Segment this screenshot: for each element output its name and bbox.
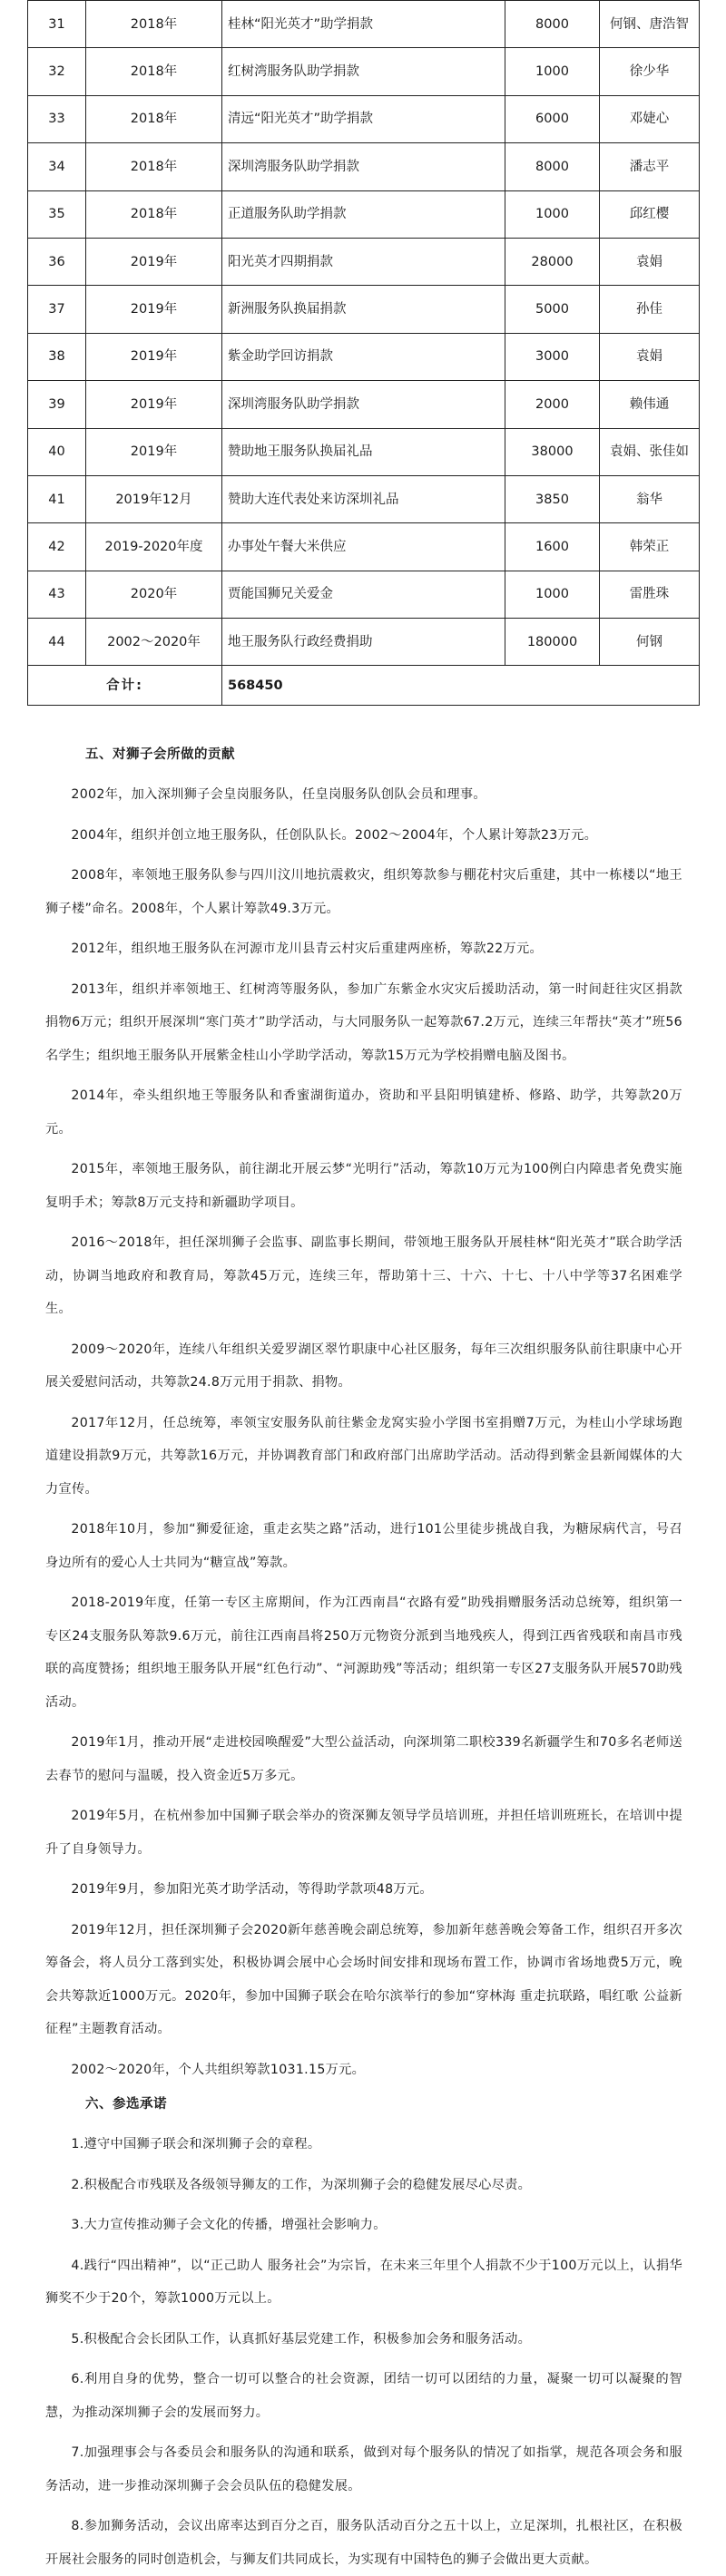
row-amount: 2000	[505, 381, 600, 428]
row-amount: 6000	[505, 95, 600, 142]
row-person: 何钢	[600, 619, 700, 666]
row-person: 袁娟	[600, 333, 700, 380]
row-number: 32	[28, 48, 86, 95]
row-year: 2019年12月	[86, 475, 222, 522]
row-item: 深圳湾服务队助学捐款	[222, 143, 505, 190]
table-row	[28, 619, 700, 666]
row-number: 43	[28, 571, 86, 618]
row-amount: 3850	[505, 475, 600, 522]
row-person: 雷胜珠	[600, 571, 700, 618]
paragraph: 8.参加狮务活动，会议出席率达到百分之百，服务队活动百分之五十以上，立足深圳，扎根社区，在积极开展社会服务的同时创造机会，与狮友们共同成长，为实现有中国特色的狮子会做出更大贡献。	[45, 2519, 682, 2567]
table-row	[28, 286, 700, 333]
row-year: 2019年	[86, 333, 222, 380]
row-number: 36	[28, 238, 86, 285]
paragraph: 5.积极配合会长团队工作，认真抓好基层党建工作，积极参加会务和服务活动。	[71, 2331, 532, 2347]
document-body	[27, 744, 699, 2576]
row-amount: 1000	[505, 571, 600, 618]
row-item: 阳光英才四期捐款	[222, 238, 505, 285]
row-item: 赞助地王服务队换届礼品	[222, 428, 505, 475]
row-number: 35	[28, 190, 86, 238]
row-year: 2019-2020年度	[86, 523, 222, 571]
row-year: 2020年	[86, 571, 222, 618]
row-person: 徐少华	[600, 48, 700, 95]
row-amount: 8000	[505, 143, 600, 190]
paragraph: 2015年，率领地王服务队，前往湖北开展云梦“光明行”活动，筹款10万元为100例白内障患者免费实施复明手术；筹款8万元支持和新疆助学项目。	[45, 1162, 682, 1210]
section-heading-contributions: 五、对狮子会所做的贡献	[85, 747, 235, 763]
row-year: 2019年	[86, 238, 222, 285]
row-year: 2018年	[86, 190, 222, 238]
paragraph: 2002年，加入深圳狮子会皇岗服务队，任皇岗服务队创队会员和理事。	[71, 787, 486, 803]
row-number: 39	[28, 381, 86, 428]
row-item: 赞助大连代表处来访深圳礼品	[222, 475, 505, 522]
row-number: 44	[28, 619, 86, 666]
row-item: 正道服务队助学捐款	[222, 190, 505, 238]
row-number: 41	[28, 475, 86, 522]
row-number: 33	[28, 95, 86, 142]
paragraph: 2019年12月，担任深圳狮子会2020新年慈善晚会副总统筹，参加新年慈善晚会筹备工作，组织召开多次筹备会，将人员分工落到实处，积极协调会展中心会场时间安排和现场布置工作，协调市省场地费5万元，晚会共筹款近1000万元。2020年，参加中国狮子联会在哈尔滨举行的参加“穿林海 重走抗联路，唱红歌 公益新征程”主题教育活动。	[45, 1922, 682, 2037]
row-person: 邱红樱	[600, 190, 700, 238]
paragraph: 2009～2020年，连续八年组织关爱罗湖区翠竹职康中心社区服务，每年三次组织服务队前往职康中心开展关爱慰问活动，共筹款24.8万元用于捐款、捐物。	[45, 1342, 682, 1390]
row-year: 2018年	[86, 143, 222, 190]
paragraph: 2008年，率领地王服务队参与四川汶川地抗震救灾，组织筹款参与棚花村灾后重建，其中一栋楼以“地王狮子楼”命名。2008年，个人累计筹款49.3万元。	[45, 868, 682, 916]
row-person: 孙佳	[600, 286, 700, 333]
row-person: 韩荣正	[600, 523, 700, 571]
row-year: 2019年	[86, 428, 222, 475]
paragraph: 2019年1月，推动开展“走进校园唤醒爱”大型公益活动，向深圳第二职校339名新疆学生和70多名老师送去春节的慰问与温暖，投入资金近5万多元。	[45, 1735, 682, 1783]
row-person: 袁娟、张佳如	[600, 428, 700, 475]
row-person: 何钢、唐浩智	[600, 1, 700, 48]
row-person: 袁娟	[600, 238, 700, 285]
donation-table-body	[28, 1, 700, 666]
row-amount: 1600	[505, 523, 600, 571]
paragraph: 1.遵守中国狮子联会和深圳狮子会的章程。	[71, 2137, 321, 2152]
table-row	[28, 571, 700, 618]
row-item: 桂林“阳光英才”助学捐款	[222, 1, 505, 48]
paragraph: 2018年10月，参加“狮爱征途，重走玄奘之路”活动，进行101公里徒步挑战自我，为糖尿病代言，号召身边所有的爱心人士共同为“糖宣战”筹款。	[45, 1522, 682, 1570]
commitments-section	[45, 2128, 682, 2576]
paragraph: 6.利用自身的优势，整合一切可以整合的社会资源，团结一切可以团结的力量，凝聚一切可以凝聚的智慧，为推动深圳狮子会的发展而努力。	[45, 2372, 682, 2420]
paragraph: 2012年，组织地王服务队在河源市龙川县青云村灾后重建两座桥，筹款22万元。	[71, 942, 543, 957]
table-row	[28, 523, 700, 571]
table-row	[28, 238, 700, 285]
row-person: 邓婕心	[600, 95, 700, 142]
row-item: 办事处午餐大米供应	[222, 523, 505, 571]
paragraph: 4.践行“四出精神”，以“正己助人 服务社会”为宗旨，在未来三年里个人捐款不少于100万元以上，认捐华狮奖不少于20个，筹款1000万元以上。	[45, 2258, 682, 2307]
table-row	[28, 190, 700, 238]
paragraph: 2014年，牵头组织地王等服务队和香蜜湖街道办，资助和平县阳明镇建桥、修路、助学，共筹款20万元。	[45, 1088, 682, 1137]
table-row	[28, 143, 700, 190]
contributions-section	[45, 778, 682, 2086]
paragraph: 3.大力宣传推动狮子会文化的传播，增强社会影响力。	[71, 2218, 387, 2233]
section-heading-commitments: 六、参选承诺	[85, 2097, 167, 2113]
row-amount: 1000	[505, 48, 600, 95]
row-amount: 38000	[505, 428, 600, 475]
row-year: 2018年	[86, 1, 222, 48]
row-item: 紫金助学回访捐款	[222, 333, 505, 380]
row-person: 赖伟通	[600, 381, 700, 428]
total-row	[28, 666, 700, 706]
row-number: 34	[28, 143, 86, 190]
row-amount: 180000	[505, 619, 600, 666]
paragraph: 2019年5月，在杭州参加中国狮子联会举办的资深狮友领导学员培训班，并担任培训班班长，在培训中提升了自身领导力。	[45, 1809, 682, 1857]
table-row	[28, 475, 700, 522]
total-label: 合计:	[28, 666, 222, 706]
paragraph: 7.加强理事会与各委员会和服务队的沟通和联系，做到对每个服务队的情况了如指掌，规范各项会务和服务活动，进一步推动深圳狮子会会员队伍的稳健发展。	[45, 2445, 682, 2493]
row-number: 37	[28, 286, 86, 333]
row-amount: 8000	[505, 1, 600, 48]
row-number: 31	[28, 1, 86, 48]
row-item: 地王服务队行政经费捐助	[222, 619, 505, 666]
row-year: 2002～2020年	[86, 619, 222, 666]
table-row	[28, 95, 700, 142]
row-item: 深圳湾服务队助学捐款	[222, 381, 505, 428]
row-item: 红树湾服务队助学捐款	[222, 48, 505, 95]
row-number: 40	[28, 428, 86, 475]
total-value: 568450	[222, 666, 700, 706]
row-amount: 5000	[505, 286, 600, 333]
row-item: 贾能国狮兄关爱金	[222, 571, 505, 618]
paragraph: 2004年，组织并创立地王服务队，任创队队长。2002～2004年，个人累计筹款23万元。	[71, 827, 598, 843]
row-number: 42	[28, 523, 86, 571]
paragraph: 2016～2018年，担任深圳狮子会监事、副监事长期间，带领地王服务队开展桂林“阳光英才”联合助学活动，协调当地政府和教育局，筹款45万元，连续三年，帮助第十三、十六、十七、十八中学等37名困难学生。	[45, 1235, 682, 1317]
row-year: 2019年	[86, 286, 222, 333]
row-year: 2019年	[86, 381, 222, 428]
table-row	[28, 48, 700, 95]
donation-table	[27, 0, 700, 706]
paragraph: 2013年，组织并率领地王、红树湾等服务队，参加广东紫金水灾灾后援助活动，第一时间赶往灾区捐款捐物6万元；组织开展深圳“寒门英才”助学活动，与大同服务队一起筹款67.2万元，连续三年帮扶“英才”班56名学生；组织地王服务队开展紫金桂山小学助学活动，筹款15万元为学校捐赠电脑及图书。	[45, 981, 682, 1063]
row-amount: 1000	[505, 190, 600, 238]
table-row	[28, 381, 700, 428]
row-year: 2018年	[86, 95, 222, 142]
paragraph: 2002～2020年，个人共组织筹款1031.15万元。	[71, 2062, 366, 2077]
paragraph: 2.积极配合市残联及各级领导狮友的工作，为深圳狮子会的稳健发展尽心尽责。	[71, 2177, 532, 2192]
paragraph: 2019年9月，参加阳光英才助学活动，等得助学款项48万元。	[71, 1882, 433, 1898]
row-person: 潘志平	[600, 143, 700, 190]
row-number: 38	[28, 333, 86, 380]
paragraph: 2017年12月，任总统筹，率领宝安服务队前往紫金龙窝实验小学图书室捐赠7万元，为桂山小学球场跑道建设捐款9万元，共筹款16万元，并协调教育部门和政府部门出席助学活动。活动得到紫金县新闻媒体的大力宣传。	[45, 1415, 682, 1497]
table-row	[28, 428, 700, 475]
table-row	[28, 333, 700, 380]
row-amount: 28000	[505, 238, 600, 285]
row-amount: 3000	[505, 333, 600, 380]
paragraph: 2018-2019年度，任第一专区主席期间，作为江西南昌“衣路有爱”助残捐赠服务活动总统筹，组织第一专区24支服务队筹款9.6万元，前往江西南昌将250万元物资分派到当地残疾人，得到江西省残联和南昌市残联的高度赞扬；组织地王服务队开展“红色行动”、“河源助残”等活动；组织第一专区27支服务队开展570助残活动。	[45, 1595, 682, 1710]
row-item: 新洲服务队换届捐款	[222, 286, 505, 333]
row-item: 清远“阳光英才”助学捐款	[222, 95, 505, 142]
row-person: 翁华	[600, 475, 700, 522]
table-row	[28, 1, 700, 48]
row-year: 2018年	[86, 48, 222, 95]
